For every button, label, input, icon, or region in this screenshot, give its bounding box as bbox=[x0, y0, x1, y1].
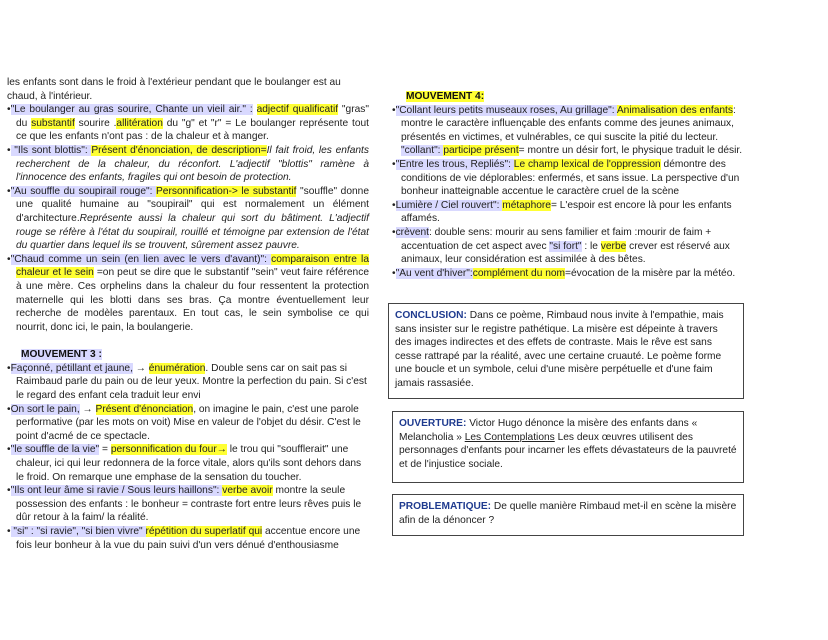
quote: "Entre les trous, Repliés": bbox=[395, 158, 514, 170]
text: Représente aussi la chaleur qui sort du bâtiment. L'adjectif rouge se réfère à l'état du soupirail, rouillé et témoigne par extension de l'état du quartier dans lequel ils se trouvent, sûrement assez pauvre. bbox=[16, 212, 369, 252]
conclusion-label: CONCLUSION: bbox=[395, 310, 467, 321]
bullet-vent-hiver bbox=[392, 267, 748, 281]
bullet: • bbox=[7, 403, 11, 415]
bullet-boulanger bbox=[7, 103, 369, 144]
bullet-crevent bbox=[392, 226, 748, 267]
quote: crèvent bbox=[395, 226, 429, 238]
bullet-blottis bbox=[7, 144, 369, 185]
quote: "Le boulanger au gras sourire, Chante un vieil air." : bbox=[10, 104, 253, 116]
ouverture-label: OUVERTURE: bbox=[399, 418, 467, 429]
text: crever est réservé aux animaux, leur considération est assimilée à des bêtes. bbox=[401, 240, 730, 266]
quote: "si" : "si ravie", "si bien vivre" bbox=[10, 526, 146, 537]
highlight: Animalisation des enfants bbox=[616, 104, 733, 116]
mouvement-3-heading bbox=[7, 348, 369, 362]
text: "souffle" donne une qualité humaine au "soupirail" qui est normalement un élément d'architecture. bbox=[16, 185, 369, 224]
text: démontre des conditions de vie déplorables: enfermés, et sans issue. La perspective d'un bonheur inatteignable accentue le caractère cruel de la scène bbox=[401, 158, 740, 198]
problematique-text: De quelle manière Rimbaud met-il en scène la misère afin de la dénoncer ? bbox=[399, 501, 737, 526]
text: "gras" du bbox=[16, 104, 369, 129]
bullet: • bbox=[7, 144, 11, 156]
highlight: verbe avoir bbox=[222, 485, 273, 497]
highlight: personnification du four→ bbox=[110, 444, 227, 456]
highlight: Le champ lexical de l'oppression bbox=[513, 158, 661, 170]
text: Il fait froid, les enfants recherchent de la chaleur, du réconfort. L'adjectif "blottis" ramène à l'innocence des enfants, fragiles qui ont besoin de protection. bbox=[16, 144, 369, 184]
quote: Lumière / Ciel rouvert": bbox=[395, 199, 503, 211]
quote: "Au vent d'hiver": bbox=[395, 267, 473, 279]
highlight: adjectif qualificatif bbox=[256, 104, 339, 116]
text: = bbox=[99, 444, 111, 456]
bullet-souffle-vie bbox=[7, 443, 369, 484]
quote: Façonné, pétillant et jaune, bbox=[10, 362, 133, 374]
quote: "Chaud comme un sein (en lien avec le vers d'avant)": bbox=[10, 253, 272, 265]
bullet-trous bbox=[392, 158, 748, 199]
text: , on imagine le pain, c'est une parole performative (par les mots on voit) Mise en valeur de l'objet du désir. C'est le point d'acmé de ce spectacle. bbox=[16, 403, 361, 442]
highlight: répétition du superlatif qui bbox=[145, 526, 263, 537]
bullet: • bbox=[7, 526, 11, 537]
highlight: métaphore bbox=[502, 199, 551, 211]
highlight: énumération bbox=[148, 362, 206, 374]
quote: "le souffle de la vie" bbox=[10, 444, 100, 456]
highlight: complément du nom bbox=[472, 267, 566, 279]
bullet-lumiere bbox=[392, 199, 748, 226]
heading: MOUVEMENT 3 : bbox=[21, 349, 102, 361]
text: accentue encore une fois leur bonheur à la vue du pain suivi d'un vers dénué d'enthousiasme bbox=[16, 526, 361, 551]
bullet: • bbox=[392, 158, 396, 170]
text: =évocation de la misère par la météo. bbox=[565, 267, 736, 279]
space bbox=[253, 104, 257, 115]
bullet: • bbox=[392, 104, 396, 116]
problematique-box bbox=[392, 494, 744, 536]
bullet: • bbox=[392, 267, 396, 279]
bullet-si bbox=[7, 525, 369, 552]
quote: On sort le pain, bbox=[10, 403, 80, 415]
highlight: verbe bbox=[600, 240, 627, 252]
bullet-sein bbox=[7, 253, 369, 335]
highlight: Personnification-> le substantif bbox=[156, 185, 297, 197]
bullet-ame-ravie bbox=[7, 484, 369, 525]
text: : double sens: mourir au sens familier et faim :mourir de faim + accentuation de cet aspect avec bbox=[401, 226, 712, 252]
text: : le bbox=[581, 240, 601, 252]
right-column bbox=[392, 90, 748, 280]
text: montre la seule possession des enfants : le bonheur = contraste fort entre leurs rêves puis le dûr retour à la faim/ la réalité. bbox=[16, 485, 362, 524]
conclusion-box bbox=[388, 303, 744, 399]
highlight: Présent d'énonciation bbox=[95, 403, 194, 415]
quote: "Ils sont blottis": bbox=[10, 144, 92, 156]
ouverture-title: Les Contemplations bbox=[464, 431, 555, 443]
ouverture-box bbox=[392, 411, 744, 483]
bullet: • bbox=[7, 444, 11, 456]
text: du "g" et "r" = Le boulanger représente tout ce que les enfants n'ont pas : de la chaleur et à manger. bbox=[16, 117, 369, 143]
heading: MOUVEMENT 4: bbox=[406, 91, 485, 102]
bullet: • bbox=[392, 199, 396, 211]
highlight: comparaison entre la chaleur et le sein bbox=[16, 253, 369, 279]
bullet: • bbox=[7, 362, 11, 374]
text: le trou qui "soufflerait" une chaleur, ici qui leur redonnera de la force vitale, alors qu'ils sont dehors dans le froid. On remarque une emphase de la sensation du toucher. bbox=[16, 444, 362, 483]
highlight: Présent d'énonciation, de description= bbox=[91, 144, 267, 156]
arrow: → bbox=[132, 362, 149, 374]
quote: "Au souffle du soupirail rouge": bbox=[10, 185, 157, 197]
highlight: allitération bbox=[116, 117, 163, 129]
text: =on peut se dire que le substantif "sein" veut faire référence à une mère. Ces orphelins dans la chaleur du four ressentent la protection maternelle qui les blotti dans ses bras. Ça montre éventuellement leur recherche de modèles parentaux. En tout cas, le sein symbolise ce qui nourrit, donc ici, le pain, la boulangerie. bbox=[16, 267, 369, 333]
problematique-label: PROBLEMATIQUE: bbox=[399, 501, 492, 512]
bullet-soupirail bbox=[7, 185, 369, 253]
ouverture-text: Victor Hugo dénonce la misère des enfants dans « Melancholia » bbox=[399, 418, 698, 443]
text: sourire . bbox=[74, 117, 117, 129]
bullet: • bbox=[7, 104, 11, 116]
bullet: • bbox=[392, 226, 396, 238]
highlight: substantif bbox=[31, 117, 75, 129]
bullet: • bbox=[7, 485, 11, 497]
bullet-sort-pain bbox=[7, 403, 369, 444]
quote: "Collant leurs petits museaux roses, Au grillage": bbox=[395, 104, 617, 116]
quote: "collant": bbox=[401, 145, 444, 157]
ouverture-text: Les deux œuvres utilisent des personnages d'enfants pour incarner les effets dévastateurs de la pauvreté et de l'injustice sociale. bbox=[399, 431, 737, 470]
left-column bbox=[7, 76, 369, 552]
bullet: • bbox=[7, 185, 11, 197]
intro-text: les enfants sont dans le froid à l'extérieur pendant que le boulanger est au chaud, à l'intérieur. bbox=[7, 77, 341, 102]
arrow: → bbox=[79, 403, 96, 415]
text: = L'espoir est encore là pour les enfants affamés. bbox=[401, 199, 732, 225]
quote: "Ils ont leur âme si ravie / Sous leurs haillons": bbox=[10, 485, 223, 497]
mouvement-4-heading bbox=[392, 90, 748, 104]
bullet-faconne bbox=[7, 362, 369, 403]
conclusion-text: Dans ce poème, Rimbaud nous invite à l'empathie, mais sans insister sur le registre pathétique. La misère est dépeinte à travers des images indirectes et des effets de contraste. Mais le rêve est sans cesse rattrapé par la réalité, avec une certaine cruauté. Le poème forme une boucle et un symbole, celui d'une misère perpétuelle et d'une faim jamais rassasiée. bbox=[395, 310, 724, 389]
bullet-collant bbox=[392, 104, 748, 158]
text: : montre le caractère influençable des enfants comme des jeunes animaux, présentés en victimes, et vulnérables, ce qui suscite la pitié du lecteur. bbox=[401, 104, 736, 143]
bullet: • bbox=[7, 253, 11, 265]
highlight: participe présent bbox=[443, 145, 519, 157]
quote: "si fort" bbox=[549, 240, 582, 252]
text: = montre un désir fort, le physique traduit le désir. bbox=[518, 145, 743, 157]
text: . Double sens car on sait pas si Raimbaud parle du pain ou de leur yeux. Montre la perfection du pain. Si c'est le regard des enfant cela traduit leur envi bbox=[16, 362, 367, 402]
